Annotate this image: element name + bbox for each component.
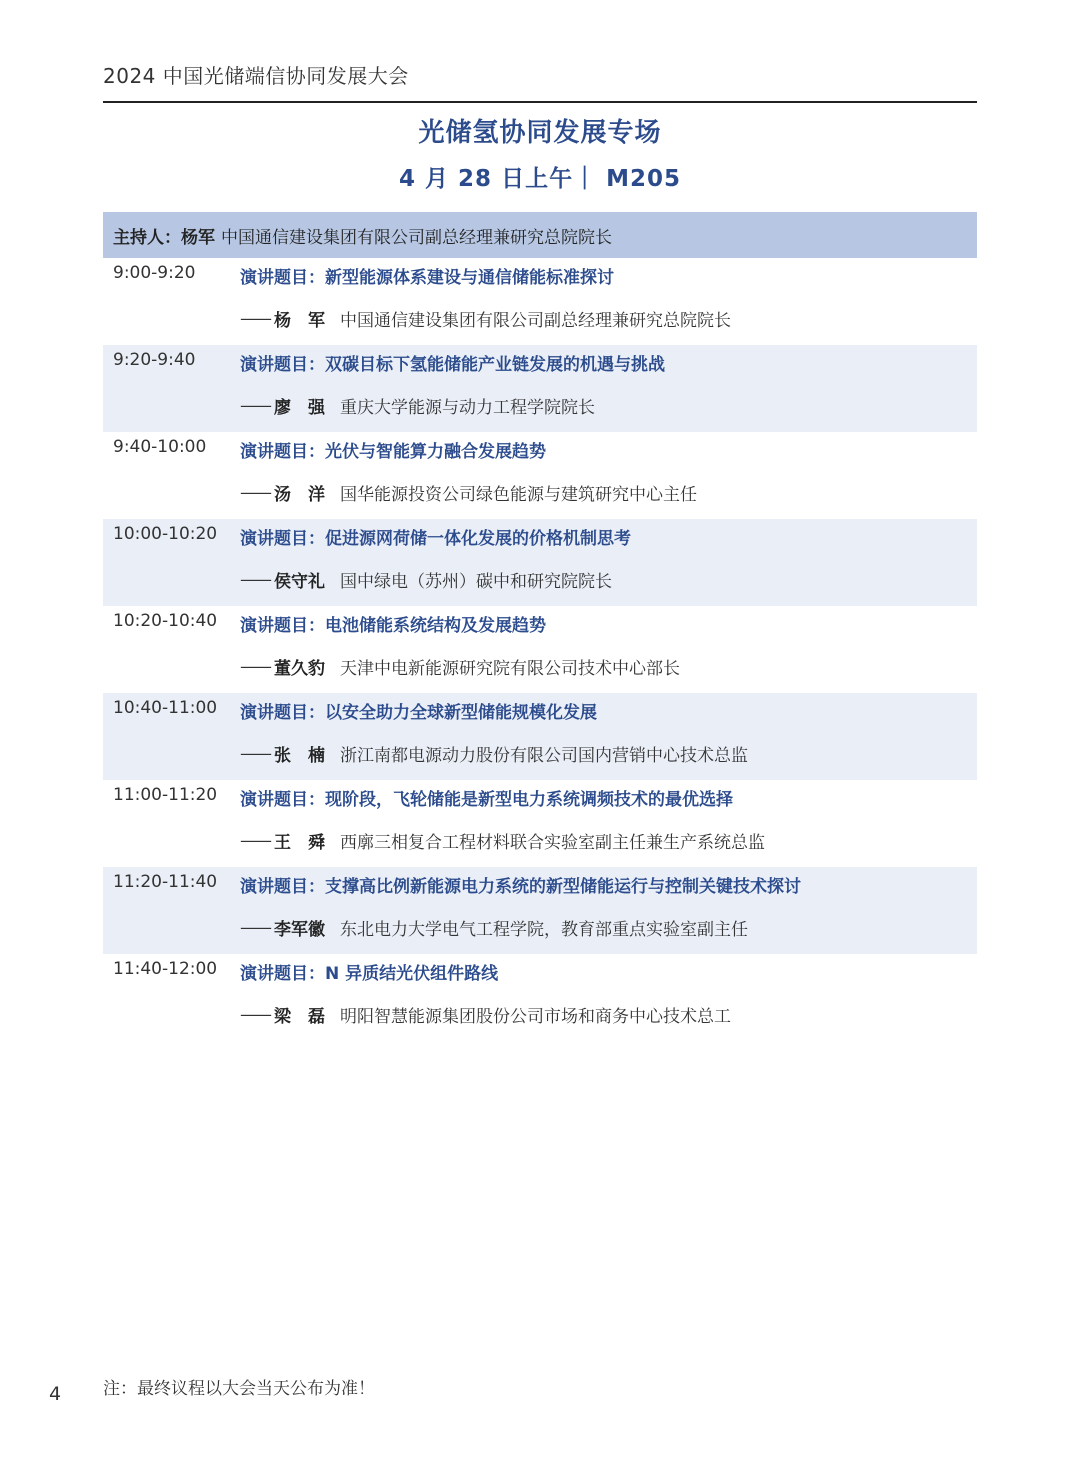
speaker-name: 董久豹 (274, 659, 325, 679)
speaker-affiliation: 浙江南都电源动力股份有限公司国内营销中心技术总监 (340, 746, 748, 766)
agenda-row (103, 867, 977, 954)
agenda-time: 9:20-9:40 (113, 350, 196, 370)
agenda-speaker-line (240, 480, 697, 505)
speaker-dash: —— (240, 917, 270, 938)
speaker-dash: —— (240, 1004, 270, 1025)
agenda-topic: 演讲题目：电池储能系统结构及发展趋势 (240, 616, 546, 636)
agenda-time: 10:20-10:40 (113, 611, 218, 631)
agenda-row (103, 345, 977, 432)
agenda-topic: 演讲题目：N 异质结光伏组件路线 (240, 964, 499, 984)
speaker-affiliation: 国华能源投资公司绿色能源与建筑研究中心主任 (340, 485, 697, 505)
agenda-speaker-line (240, 393, 595, 418)
agenda-time: 10:40-11:00 (113, 698, 218, 718)
speaker-name: 王 舜 (274, 833, 325, 853)
agenda-time: 11:40-12:00 (113, 959, 218, 979)
agenda-time: 11:00-11:20 (113, 785, 218, 805)
agenda-speaker-line (240, 915, 748, 940)
agenda-row (103, 693, 977, 780)
speaker-affiliation: 中国通信建设集团有限公司副总经理兼研究总院院长 (340, 311, 731, 331)
speaker-dash: —— (240, 569, 270, 590)
agenda-speaker-line (240, 828, 765, 853)
agenda-speaker-line (240, 1002, 731, 1027)
speaker-name: 李军徽 (274, 920, 325, 940)
speaker-name: 汤 洋 (274, 485, 325, 505)
agenda-topic: 演讲题目：支撑高比例新能源电力系统的新型储能运行与控制关键技术探讨 (240, 877, 801, 897)
speaker-dash: —— (240, 743, 270, 764)
host-title: 中国通信建设集团有限公司副总经理兼研究总院院长 (221, 227, 612, 248)
agenda-row (103, 606, 977, 693)
agenda-topic: 演讲题目：促进源网荷储一体化发展的价格机制思考 (240, 529, 631, 549)
agenda-row (103, 954, 977, 1041)
speaker-dash: —— (240, 830, 270, 851)
session-title: 光储氢协同发展专场 (418, 118, 662, 148)
footer-note: 注：最终议程以大会当天公布为准！ (103, 1379, 375, 1399)
host-name: 杨军 (181, 227, 215, 248)
host-label: 主持人： (113, 227, 181, 248)
agenda-topic: 演讲题目：双碳目标下氢能储能产业链发展的机遇与挑战 (240, 355, 665, 375)
agenda-row (103, 258, 977, 345)
agenda-time: 11:20-11:40 (113, 872, 218, 892)
agenda-topic: 演讲题目：光伏与智能算力融合发展趋势 (240, 442, 546, 462)
agenda-speaker-line (240, 306, 731, 331)
speaker-affiliation: 西廓三相复合工程材料联合实验室副主任兼生产系统总监 (340, 833, 765, 853)
speaker-name: 杨 军 (274, 311, 325, 331)
agenda-speaker-line (240, 567, 612, 592)
agenda-topic: 演讲题目：以安全助力全球新型储能规模化发展 (240, 703, 597, 723)
agenda-row (103, 432, 977, 519)
agenda-speaker-line (240, 654, 680, 679)
session-date-room: 4 月 28 日上午｜ M205 (399, 166, 681, 192)
speaker-affiliation: 国中绿电（苏州）碳中和研究院院长 (340, 572, 612, 592)
speaker-name: 张 楠 (274, 746, 325, 766)
header-divider (103, 101, 977, 103)
speaker-affiliation: 东北电力大学电气工程学院，教育部重点实验室副主任 (340, 920, 748, 940)
speaker-name: 侯守礼 (274, 572, 325, 592)
agenda-speaker-line (240, 741, 748, 766)
agenda-topic: 演讲题目：现阶段，飞轮储能是新型电力系统调频技术的最优选择 (240, 790, 733, 810)
page-number: 4 (49, 1383, 62, 1405)
speaker-name: 梁 磊 (274, 1007, 325, 1027)
speaker-dash: —— (240, 308, 270, 329)
agenda-list (103, 258, 977, 1041)
agenda-time: 10:00-10:20 (113, 524, 218, 544)
speaker-affiliation: 重庆大学能源与动力工程学院院长 (340, 398, 595, 418)
speaker-dash: —— (240, 482, 270, 503)
speaker-dash: —— (240, 395, 270, 416)
speaker-affiliation: 天津中电新能源研究院有限公司技术中心部长 (340, 659, 680, 679)
speaker-affiliation: 明阳智慧能源集团股份公司市场和商务中心技术总工 (340, 1007, 731, 1027)
speaker-dash: —— (240, 656, 270, 677)
agenda-topic: 演讲题目：新型能源体系建设与通信储能标准探讨 (240, 268, 614, 288)
agenda-row (103, 780, 977, 867)
document-header-title: 2024 中国光储端信协同发展大会 (103, 64, 409, 88)
speaker-name: 廖 强 (274, 398, 325, 418)
agenda-row (103, 519, 977, 606)
host-bar (103, 212, 977, 258)
agenda-time: 9:00-9:20 (113, 263, 196, 283)
agenda-time: 9:40-10:00 (113, 437, 207, 457)
